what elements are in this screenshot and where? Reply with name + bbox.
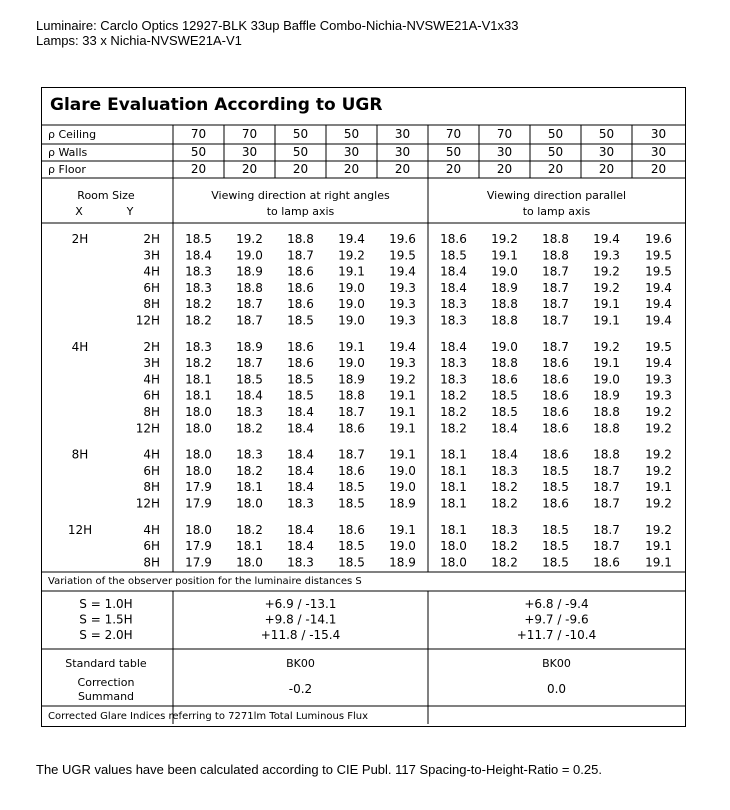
ugr-value: 19.1 [593,297,620,312]
room-size-x-label: X [75,205,83,218]
ugr-value: 18.6 [542,372,569,387]
ugr-value: 18.0 [185,405,212,419]
ugr-value: 19.1 [491,248,518,263]
ugr-value: 18.0 [440,555,467,570]
ugr-value: 18.4 [287,522,314,537]
ugr-value: 19.4 [389,339,416,354]
ugr-value: 19.1 [389,421,416,436]
spacing-label: S = 1.0H [79,597,133,611]
variation-parallel: +6.8 / -9.4 [524,597,589,611]
ugr-value: 18.6 [542,496,569,511]
ugr-value: 19.3 [389,313,416,328]
ugr-value: 17.9 [185,539,212,554]
ugr-value: 19.2 [338,248,365,263]
reflectance-value: 50 [292,145,309,159]
ugr-value: 19.0 [338,297,365,312]
ugr-value: 19.5 [645,248,672,263]
reflectance-value: 50 [190,145,207,159]
ugr-value: 18.7 [593,539,620,554]
ugr-value: 18.9 [236,339,263,354]
ugr-value: 18.9 [389,496,416,511]
ugr-value: 19.0 [338,313,365,328]
ugr-value: 18.2 [185,297,212,312]
room-y-label: 4H [143,522,160,537]
room-y-label: 4H [143,372,160,387]
corrected-glare-note: Corrected Glare Indices referring to 7271lm Total Luminous Flux [48,711,369,722]
ugr-value: 18.8 [236,280,263,295]
ugr-value: 18.7 [542,297,569,312]
room-y-label: 12H [135,496,160,511]
ugr-value: 19.5 [389,248,416,263]
room-y-label: 2H [143,339,160,354]
room-y-label: 4H [143,264,160,279]
ugr-value: 18.0 [185,421,212,436]
ugr-value: 19.3 [389,280,416,295]
variation-right-angles: +9.8 / -14.1 [264,612,337,627]
ugr-value: 19.0 [491,339,518,354]
ugr-value: 18.1 [440,496,467,511]
direction-right-angles-label: to lamp axis [266,205,335,218]
reflectance-value: 20 [445,162,462,176]
lamps-line: Lamps: 33 x Nichia-NVSWE21A-V1 [36,33,242,48]
reflectance-value: 30 [650,127,667,141]
ugr-value: 18.7 [287,248,314,263]
ugr-value: 18.6 [287,297,314,312]
ugr-value: 19.0 [491,264,518,279]
ugr-value: 18.7 [593,480,620,495]
ugr-value: 19.2 [645,405,672,419]
ugr-value: 18.0 [236,496,263,511]
reflectance-value: 20 [598,162,615,176]
standard-table-parallel: BK00 [542,657,571,670]
ugr-value: 19.6 [645,232,672,246]
ugr-value: 18.7 [236,297,263,312]
ugr-value: 18.1 [440,480,467,495]
ugr-value: 18.8 [593,447,620,462]
ugr-value: 19.3 [389,297,416,312]
ugr-value: 19.1 [338,339,365,354]
reflectance-value: 20 [241,162,258,176]
ugr-value: 19.1 [645,555,672,570]
ugr-value: 18.4 [236,388,263,403]
ugr-value: 18.2 [440,405,467,419]
ugr-value: 18.2 [236,522,263,537]
ugr-value: 18.4 [440,280,467,295]
direction-right-angles-label: Viewing direction at right angles [211,189,390,202]
ugr-value: 18.6 [287,339,314,354]
ugr-value: 19.3 [645,388,672,403]
reflectance-value: 30 [394,127,411,141]
ugr-value: 18.7 [542,264,569,279]
reflectance-value: 70 [496,127,513,141]
ugr-value: 19.1 [338,264,365,279]
ugr-value: 18.5 [287,372,314,387]
ugr-value: 19.0 [593,372,620,387]
ugr-value: 18.9 [491,280,518,295]
ugr-value: 18.5 [287,313,314,328]
ugr-value: 18.4 [287,463,314,478]
ugr-value: 18.1 [440,463,467,478]
ugr-value: 18.8 [491,297,518,312]
variation-label: Variation of the observer position for the luminaire distances S [48,576,362,587]
ugr-value: 18.4 [491,447,518,462]
ugr-value: 19.2 [236,232,263,246]
ugr-value: 18.7 [542,313,569,328]
ugr-value: 18.2 [236,463,263,478]
ugr-value: 18.2 [185,313,212,328]
variation-right-angles: +6.9 / -13.1 [264,597,337,611]
reflectance-value: 50 [343,127,360,141]
ugr-value: 18.6 [287,280,314,295]
ugr-value: 18.5 [338,480,365,495]
room-y-label: 2H [143,232,160,246]
spacing-label: S = 1.5H [79,612,133,627]
ugr-value: 19.5 [645,339,672,354]
ugr-value: 18.8 [542,232,569,246]
room-y-label: 6H [143,463,160,478]
ugr-value: 18.1 [440,522,467,537]
ugr-value: 19.2 [491,232,518,246]
ugr-value: 18.6 [287,356,314,371]
ugr-value: 18.0 [440,539,467,554]
ugr-value: 18.9 [389,555,416,570]
room-y-label: 3H [143,356,160,371]
room-y-label: 3H [143,248,160,263]
ugr-value: 19.0 [389,539,416,554]
ugr-value: 18.6 [491,372,518,387]
ugr-value: 18.6 [338,522,365,537]
ugr-value: 18.8 [491,356,518,371]
ugr-value: 19.4 [645,297,672,312]
ugr-table-grid [42,88,685,726]
ugr-value: 19.4 [338,232,365,246]
calculation-note: The UGR values have been calculated according to CIE Publ. 117 Spacing-to-Height-Ratio = 0.25. [36,762,602,777]
room-x-label: 4H [71,339,89,354]
ugr-value: 19.3 [645,372,672,387]
ugr-value: 18.5 [491,405,518,419]
ugr-value: 18.1 [236,480,263,495]
direction-parallel-label: Viewing direction parallel [486,189,627,202]
ugr-value: 18.2 [491,496,518,511]
ugr-value: 18.5 [491,388,518,403]
ugr-value: 18.5 [542,522,569,537]
ugr-table-frame [41,87,686,727]
ugr-value: 18.3 [491,522,518,537]
ugr-value: 18.2 [440,388,467,403]
ugr-value: 18.3 [185,264,212,279]
ugr-value: 19.0 [338,356,365,371]
ugr-value: 19.2 [389,372,416,387]
ugr-value: 18.7 [338,447,365,462]
ugr-value: 18.7 [593,463,620,478]
ugr-value: 18.1 [185,372,212,387]
ugr-value: 18.9 [236,264,263,279]
ugr-value: 18.8 [338,388,365,403]
ugr-value: 18.8 [542,248,569,263]
ugr-value: 19.3 [389,356,416,371]
variation-right-angles: +11.8 / -15.4 [260,628,341,642]
ugr-value: 19.6 [389,232,416,246]
reflectance-value: 30 [496,145,513,159]
ugr-value: 19.2 [645,496,672,511]
variation-parallel: +9.7 / -9.6 [524,612,589,627]
ugr-value: 18.5 [542,555,569,570]
ugr-value: 18.5 [236,372,263,387]
ugr-value: 18.3 [440,313,467,328]
ugr-value: 19.2 [645,421,672,436]
ugr-value: 18.2 [185,356,212,371]
ugr-value: 18.6 [542,421,569,436]
room-y-label: 4H [143,447,160,462]
reflectance-value: 50 [445,145,462,159]
ugr-value: 18.6 [542,447,569,462]
variation-parallel: +11.7 / -10.4 [516,628,597,642]
room-x-label: 12H [67,522,93,537]
ugr-value: 18.3 [185,280,212,295]
ugr-value: 18.7 [338,405,365,419]
reflectance-value: 30 [241,145,258,159]
ugr-value: 19.1 [389,522,416,537]
ugr-value: 18.1 [185,388,212,403]
ugr-value: 19.2 [645,447,672,462]
reflectance-value: 50 [292,127,309,141]
ugr-value: 18.3 [491,463,518,478]
ugr-value: 18.6 [338,463,365,478]
ugr-value: 19.1 [389,405,416,419]
ugr-value: 18.3 [236,447,263,462]
ugr-value: 18.9 [338,372,365,387]
room-size-label: Room Size [77,189,135,202]
ugr-value: 18.7 [542,280,569,295]
ugr-value: 18.3 [440,372,467,387]
ugr-value: 18.1 [440,447,467,462]
ugr-value: 18.5 [287,388,314,403]
ugr-value: 19.1 [389,388,416,403]
ugr-value: 18.5 [542,463,569,478]
ugr-value: 18.9 [593,388,620,403]
standard-table-label: Standard table [65,657,147,670]
ugr-value: 18.4 [287,421,314,436]
room-x-label: 2H [71,232,89,246]
reflectance-label: ρ Walls [48,146,88,159]
ugr-value: 17.9 [185,480,212,495]
ugr-value: 18.8 [593,405,620,419]
room-y-label: 8H [143,297,160,312]
correction-label: Summand [77,690,135,703]
ugr-value: 18.7 [593,522,620,537]
direction-parallel-label: to lamp axis [522,205,591,218]
ugr-value: 19.2 [645,463,672,478]
ugr-value: 18.6 [542,405,569,419]
ugr-value: 18.4 [287,539,314,554]
ugr-value: 18.4 [185,248,212,263]
reflectance-value: 20 [343,162,360,176]
ugr-value: 19.4 [389,264,416,279]
ugr-value: 19.0 [236,248,263,263]
ugr-value: 17.9 [185,555,212,570]
ugr-value: 18.7 [542,339,569,354]
ugr-value: 18.6 [593,555,620,570]
reflectance-value: 20 [190,162,207,176]
room-x-label: 8H [71,447,89,462]
ugr-value: 18.5 [338,555,365,570]
room-y-label: 8H [143,405,160,419]
ugr-value: 18.2 [491,555,518,570]
reflectance-value: 20 [292,162,309,176]
table-title: Glare Evaluation According to UGR [50,95,383,115]
ugr-value: 18.3 [185,339,212,354]
ugr-value: 18.7 [593,496,620,511]
ugr-value: 18.5 [338,539,365,554]
ugr-value: 18.8 [287,232,314,246]
ugr-value: 18.2 [236,421,263,436]
ugr-value: 19.1 [593,313,620,328]
ugr-value: 19.1 [389,447,416,462]
ugr-value: 19.2 [645,522,672,537]
room-y-label: 6H [143,388,160,403]
ugr-value: 18.6 [542,388,569,403]
ugr-value: 19.4 [645,356,672,371]
ugr-value: 18.5 [542,539,569,554]
room-size-y-label: Y [126,205,134,218]
reflectance-value: 70 [445,127,462,141]
ugr-value: 18.7 [236,356,263,371]
ugr-value: 19.0 [338,280,365,295]
ugr-value: 18.0 [185,463,212,478]
ugr-value: 18.5 [185,232,212,246]
ugr-value: 19.1 [645,480,672,495]
ugr-value: 18.3 [236,405,263,419]
reflectance-value: 50 [547,145,564,159]
correction-label: Correction [77,676,135,689]
reflectance-value: 20 [496,162,513,176]
ugr-value: 19.0 [389,463,416,478]
reflectance-value: 20 [394,162,411,176]
ugr-value: 19.4 [645,313,672,328]
ugr-value: 19.2 [593,339,620,354]
room-y-label: 12H [135,421,160,436]
ugr-value: 18.6 [287,264,314,279]
ugr-value: 18.2 [491,480,518,495]
ugr-value: 18.7 [236,313,263,328]
ugr-value: 18.5 [440,248,467,263]
ugr-value: 19.3 [593,248,620,263]
ugr-value: 19.2 [593,280,620,295]
ugr-value: 18.3 [287,496,314,511]
ugr-value: 18.4 [287,480,314,495]
ugr-value: 18.4 [287,447,314,462]
ugr-value: 18.3 [440,356,467,371]
ugr-value: 18.5 [542,480,569,495]
luminaire-line: Luminaire: Carclo Optics 12927-BLK 33up Baffle Combo-Nichia-NVSWE21A-V1x33 [36,18,519,33]
correction-right-angles: -0.2 [288,682,313,696]
ugr-value: 18.6 [338,421,365,436]
ugr-value: 18.0 [185,447,212,462]
ugr-value: 18.4 [491,421,518,436]
ugr-value: 18.6 [542,356,569,371]
ugr-value: 19.1 [645,539,672,554]
ugr-value: 18.8 [491,313,518,328]
ugr-value: 18.3 [440,297,467,312]
correction-parallel: 0.0 [546,682,567,696]
ugr-value: 19.5 [645,264,672,279]
ugr-value: 18.2 [491,539,518,554]
reflectance-value: 20 [650,162,667,176]
reflectance-value: 30 [394,145,411,159]
ugr-value: 19.4 [593,232,620,246]
reflectance-value: 70 [190,127,207,141]
reflectance-label: ρ Floor [48,163,86,176]
reflectance-value: 20 [547,162,564,176]
ugr-value: 18.4 [287,405,314,419]
standard-table-right-angles: BK00 [286,657,315,670]
ugr-value: 17.9 [185,496,212,511]
room-y-label: 8H [143,555,160,570]
reflectance-value: 50 [598,127,615,141]
ugr-value: 18.0 [236,555,263,570]
reflectance-value: 30 [650,145,667,159]
reflectance-label: ρ Ceiling [48,128,97,141]
ugr-value: 18.3 [287,555,314,570]
ugr-value: 18.8 [593,421,620,436]
room-y-label: 12H [135,313,160,328]
reflectance-value: 70 [241,127,258,141]
ugr-value: 19.1 [593,356,620,371]
room-y-label: 8H [143,480,160,495]
room-y-label: 6H [143,280,160,295]
reflectance-value: 30 [343,145,360,159]
ugr-value: 18.6 [440,232,467,246]
ugr-value: 18.0 [185,522,212,537]
ugr-value: 18.4 [440,264,467,279]
ugr-value: 18.1 [236,539,263,554]
spacing-label: S = 2.0H [79,628,133,642]
reflectance-value: 30 [598,145,615,159]
ugr-value: 18.5 [338,496,365,511]
ugr-value: 18.2 [440,421,467,436]
reflectance-value: 50 [547,127,564,141]
ugr-value: 19.0 [389,480,416,495]
ugr-value: 19.4 [645,280,672,295]
ugr-value: 18.4 [440,339,467,354]
ugr-value: 19.2 [593,264,620,279]
room-y-label: 6H [143,539,160,554]
